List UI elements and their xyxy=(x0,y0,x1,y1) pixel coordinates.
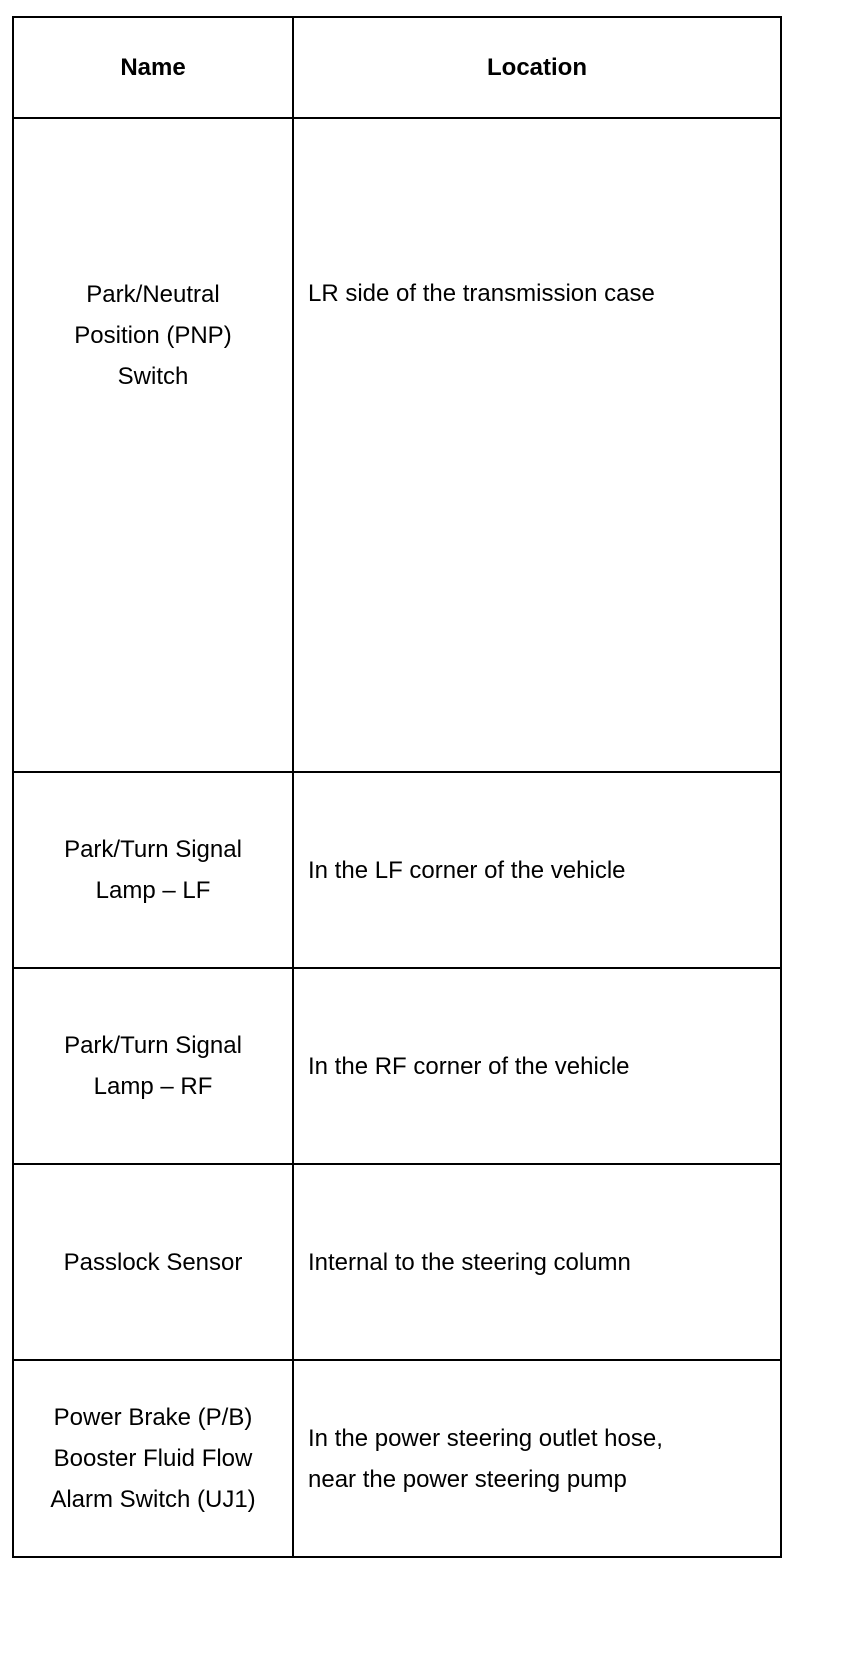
component-location: In the power steering outlet hose, near the power steering pump xyxy=(308,1424,663,1493)
component-name: Passlock Sensor xyxy=(63,1248,243,1276)
name-cell xyxy=(13,772,293,968)
component-location: LR side of the transmission case xyxy=(308,279,655,307)
table-row xyxy=(13,118,781,772)
component-name: Park/Neutral Position (PNP) Switch xyxy=(74,280,232,390)
table-header-row xyxy=(13,17,781,118)
table-row xyxy=(13,1164,781,1360)
location-cell xyxy=(293,1360,781,1557)
name-cell xyxy=(13,1360,293,1557)
table-row xyxy=(13,772,781,968)
name-cell xyxy=(13,1164,293,1360)
component-name: Park/Turn Signal Lamp – LF xyxy=(64,836,242,904)
component-location: In the LF corner of the vehicle xyxy=(308,856,626,884)
name-cell xyxy=(13,118,293,772)
component-location-table xyxy=(12,16,782,1558)
table-row xyxy=(13,968,781,1164)
header-name: Name xyxy=(13,17,293,118)
location-cell xyxy=(293,1164,781,1360)
component-location: Internal to the steering column xyxy=(308,1248,631,1276)
location-cell xyxy=(293,772,781,968)
name-cell xyxy=(13,968,293,1164)
location-cell xyxy=(293,118,781,772)
location-cell xyxy=(293,968,781,1164)
table-row xyxy=(13,1360,781,1557)
component-location: In the RF corner of the vehicle xyxy=(308,1052,630,1080)
header-location: Location xyxy=(293,17,781,118)
component-name: Park/Turn Signal Lamp – RF xyxy=(64,1032,242,1100)
component-name: Power Brake (P/B) Booster Fluid Flow Alarm Switch (UJ1) xyxy=(50,1404,256,1513)
